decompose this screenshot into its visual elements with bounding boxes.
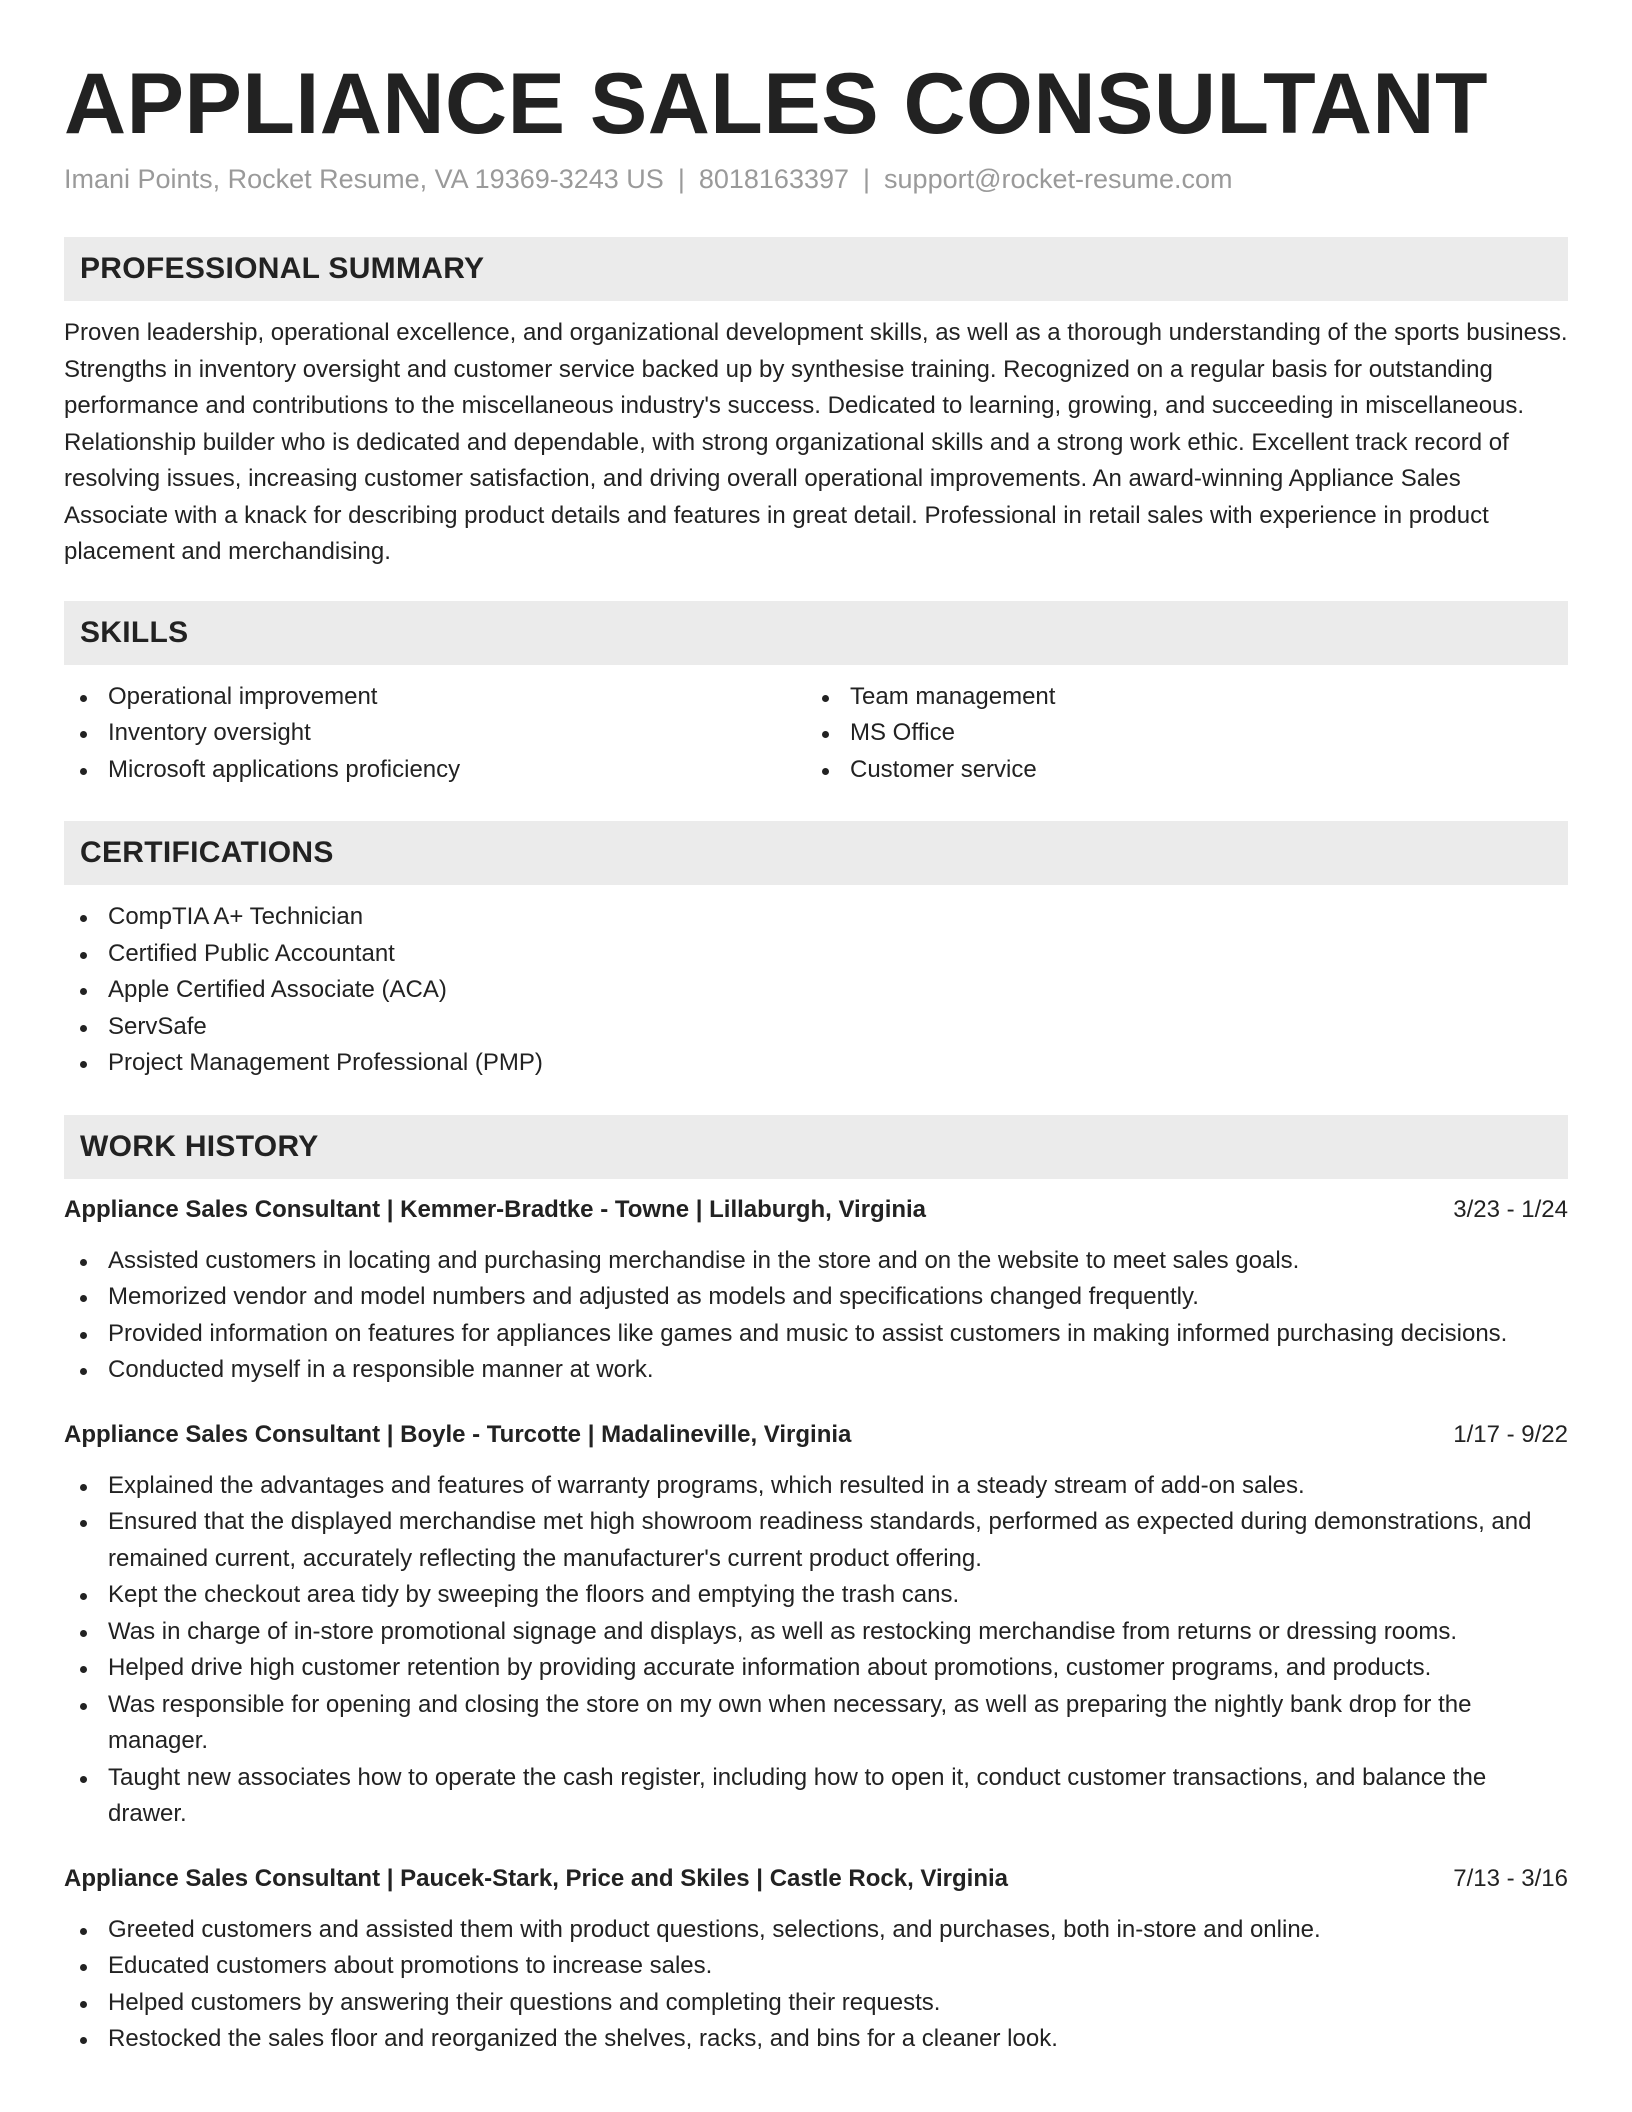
job-bullets	[64, 1243, 1568, 1389]
certification-item: Certified Public Accountant	[64, 936, 1568, 973]
contact-separator: |	[677, 164, 685, 194]
job-title: Appliance Sales Consultant | Kemmer-Bradtke - Towne | Lillaburgh, Virginia	[64, 1195, 927, 1223]
job-dates: 3/23 - 1/24	[1453, 1195, 1568, 1223]
job-header	[64, 1193, 1568, 1227]
job-title: Appliance Sales Consultant | Paucek-Stark, Price and Skiles | Castle Rock, Virginia	[64, 1864, 1009, 1892]
contact-line	[64, 162, 1568, 196]
skill-item: Inventory oversight	[64, 715, 806, 752]
job-bullet: Memorized vendor and model numbers and adjusted as models and specifications changed frequently.	[64, 1279, 1568, 1316]
job-bullet: Educated customers about promotions to increase sales.	[64, 1948, 1568, 1985]
job-bullet: Was responsible for opening and closing the store on my own when necessary, as well as preparing the nightly bank drop for the manager.	[64, 1687, 1568, 1760]
job-bullet: Provided information on features for appliances like games and music to assist customers in making informed purchasing decisions.	[64, 1316, 1568, 1353]
summary-heading: PROFESSIONAL SUMMARY	[64, 237, 1568, 301]
certifications-list	[64, 899, 1568, 1082]
work-history-heading: WORK HISTORY	[64, 1115, 1568, 1179]
contact-separator: |	[863, 164, 871, 194]
contact-phone: 8018163397	[698, 164, 850, 194]
job-header	[64, 1418, 1568, 1452]
job-dates: 7/13 - 3/16	[1453, 1864, 1568, 1892]
job-bullet: Restocked the sales floor and reorganized the shelves, racks, and bins for a cleaner look.	[64, 2021, 1568, 2058]
skill-item: Operational improvement	[64, 679, 806, 716]
skill-item: MS Office	[806, 715, 1548, 752]
job-dates: 1/17 - 9/22	[1453, 1420, 1568, 1448]
job-bullet: Conducted myself in a responsible manner at work.	[64, 1352, 1568, 1389]
skills-column-left	[64, 679, 806, 789]
job-entry	[64, 1418, 1568, 1833]
skills-heading: SKILLS	[64, 601, 1568, 665]
resume-title: APPLIANCE SALES CONSULTANT	[64, 56, 1489, 152]
job-bullet: Ensured that the displayed merchandise met high showroom readiness standards, performed as expected during demonstrations, and remained current, accurately reflecting the manufacturer's current product offering.	[64, 1504, 1568, 1577]
job-header	[64, 1862, 1568, 1896]
job-bullet: Helped drive high customer retention by providing accurate information about promotions, customer programs, and products.	[64, 1650, 1568, 1687]
job-bullets	[64, 1912, 1568, 2058]
resume-page	[64, 0, 1568, 2058]
job-bullets	[64, 1468, 1568, 1833]
contact-email: support@rocket-resume.com	[884, 164, 1233, 194]
job-entry	[64, 1862, 1568, 2058]
contact-address: Imani Points, Rocket Resume, VA 19369-3243 US	[64, 164, 664, 194]
job-bullet: Explained the advantages and features of warranty programs, which resulted in a steady stream of add-on sales.	[64, 1468, 1568, 1505]
skills-column-right	[806, 679, 1548, 789]
job-entry	[64, 1193, 1568, 1389]
summary-text: Proven leadership, operational excellence, and organizational development skills, as well as a thorough understanding of the sports business. Strengths in inventory oversight and customer service backed up by synthesise training. Recognized on a regular basis for outstanding performance and contributions to the miscellaneous industry's success. Dedicated to learning, growing, and succeeding in miscellaneous. Relationship builder who is dedicated and dependable, with strong organizational skills and a strong work ethic. Excellent track record of resolving issues, increasing customer satisfaction, and driving overall operational improvements. An award-winning Appliance Sales Associate with a knack for describing product details and features in great detail. Professional in retail sales with experience in product placement and merchandising.	[64, 319, 1568, 565]
skill-item: Customer service	[806, 752, 1548, 789]
job-bullet: Kept the checkout area tidy by sweeping the floors and emptying the trash cans.	[64, 1577, 1568, 1614]
job-bullet: Greeted customers and assisted them with product questions, selections, and purchases, both in-store and online.	[64, 1912, 1568, 1949]
skills-list	[64, 679, 1568, 789]
job-title: Appliance Sales Consultant | Boyle - Turcotte | Madalineville, Virginia	[64, 1420, 852, 1448]
job-bullet: Taught new associates how to operate the cash register, including how to open it, conduct customer transactions, and balance the drawer.	[64, 1760, 1568, 1833]
certifications-heading: CERTIFICATIONS	[64, 821, 1568, 885]
certification-item: ServSafe	[64, 1009, 1568, 1046]
skill-item: Team management	[806, 679, 1548, 716]
skill-item: Microsoft applications proficiency	[64, 752, 806, 789]
job-bullet: Helped customers by answering their questions and completing their requests.	[64, 1985, 1568, 2022]
certification-item: CompTIA A+ Technician	[64, 899, 1568, 936]
job-bullet: Was in charge of in-store promotional signage and displays, as well as restocking merchandise from returns or dressing rooms.	[64, 1614, 1568, 1651]
job-bullet: Assisted customers in locating and purchasing merchandise in the store and on the website to meet sales goals.	[64, 1243, 1568, 1280]
certification-item: Project Management Professional (PMP)	[64, 1045, 1568, 1082]
certification-item: Apple Certified Associate (ACA)	[64, 972, 1568, 1009]
